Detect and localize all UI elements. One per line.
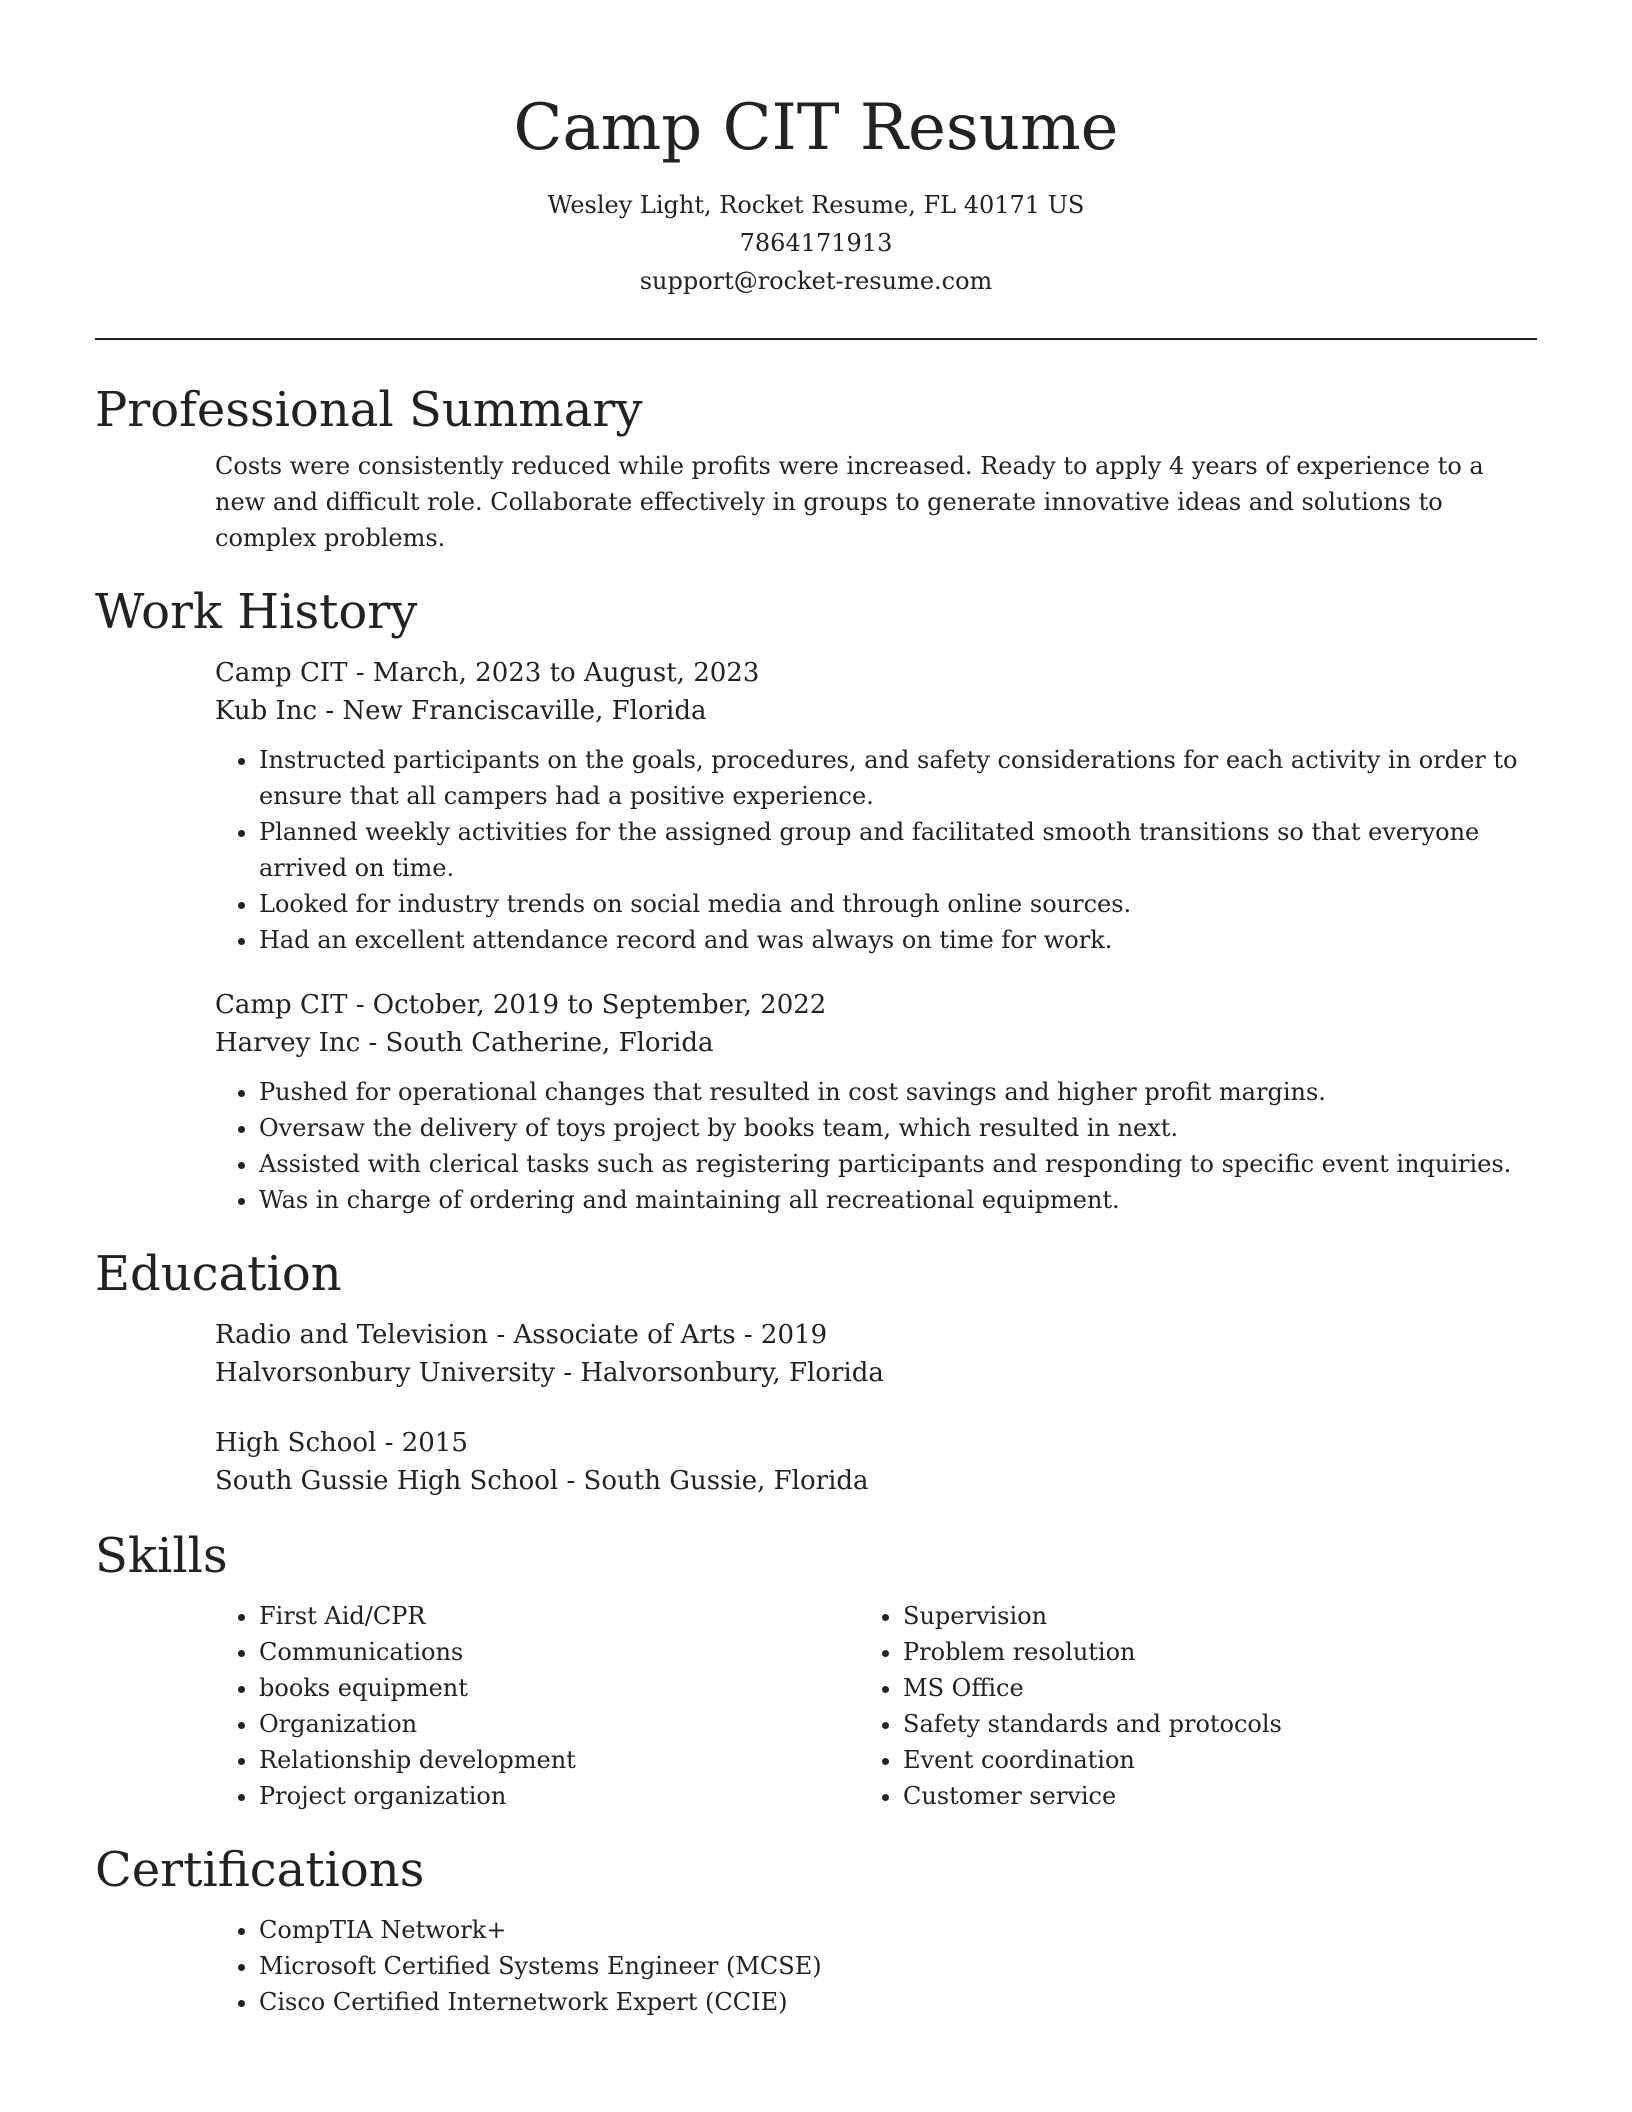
contact-block	[95, 186, 1537, 300]
school-line: South Gussie High School - South Gussie, Florida	[215, 1466, 869, 1496]
education-section	[95, 1244, 1537, 1500]
resume-title: Camp CIT Resume	[513, 91, 1119, 165]
skills-columns	[95, 1598, 1537, 1814]
skills-section	[95, 1526, 1537, 1814]
skills-heading: Skills	[95, 1528, 228, 1584]
skill-item: • Relationship development	[259, 1742, 859, 1778]
skill-item: • Event coordination	[903, 1742, 1503, 1778]
job-entry	[95, 986, 1537, 1218]
job-bullets	[215, 742, 1537, 958]
school-line: Halvorsonbury University - Halvorsonbury, Florida	[215, 1358, 884, 1388]
summary-heading: Professional Summary	[95, 382, 643, 438]
degree-line: Radio and Television - Associate of Arts - 2019	[215, 1320, 828, 1350]
job-bullet: • Was in charge of ordering and maintaining all recreational equipment.	[259, 1182, 1537, 1218]
skill-item: • Organization	[259, 1706, 859, 1742]
education-entry	[95, 1424, 1537, 1500]
certifications-heading: Certifications	[95, 1842, 425, 1898]
job-bullet: • Had an excellent attendance record and was always on time for work.	[259, 922, 1537, 958]
email-line: support@rocket-resume.com	[639, 267, 993, 295]
skills-list-left	[215, 1598, 859, 1814]
skill-item: • Communications	[259, 1634, 859, 1670]
job-title-line: Camp CIT - October, 2019 to September, 2022	[215, 990, 827, 1020]
skill-item: • books equipment	[259, 1670, 859, 1706]
job-bullet: • Pushed for operational changes that resulted in cost savings and higher profit margins.	[259, 1074, 1537, 1110]
summary-body	[95, 448, 1537, 556]
job-bullet: • Oversaw the delivery of toys project by books team, which resulted in next.	[259, 1110, 1537, 1146]
skill-item: • Problem resolution	[903, 1634, 1503, 1670]
summary-text: Costs were consistently reduced while profits were increased. Ready to apply 4 years of experience to a new and difficult role. Collaborate effectively in groups to generate innovative ideas and solutions to complex problems.	[215, 452, 1484, 552]
job-bullet: • Planned weekly activities for the assigned group and facilitated smooth transitions so that everyone arrived on time.	[259, 814, 1537, 886]
job-entry	[95, 654, 1537, 958]
skill-item: • MS Office	[903, 1670, 1503, 1706]
address-line: Wesley Light, Rocket Resume, FL 40171 US	[547, 191, 1085, 219]
degree-line: High School - 2015	[215, 1428, 468, 1458]
job-bullet: • Assisted with clerical tasks such as registering participants and responding to specific event inquiries.	[259, 1146, 1537, 1182]
certification-item: • Microsoft Certified Systems Engineer (MCSE)	[259, 1948, 1537, 1984]
job-bullet: • Instructed participants on the goals, procedures, and safety considerations for each activity in order to ensure that all campers had a positive experience.	[259, 742, 1537, 814]
skill-item: • First Aid/CPR	[259, 1598, 859, 1634]
skill-item: • Supervision	[903, 1598, 1503, 1634]
skill-item: • Safety standards and protocols	[903, 1706, 1503, 1742]
phone-line: 7864171913	[739, 229, 893, 257]
header-divider	[95, 338, 1537, 340]
job-company-line: Kub Inc - New Franciscaville, Florida	[215, 696, 707, 726]
job-company-line: Harvey Inc - South Catherine, Florida	[215, 1028, 714, 1058]
skill-item: • Project organization	[259, 1778, 859, 1814]
summary-section	[95, 380, 1537, 556]
skills-list-right	[859, 1598, 1503, 1814]
job-title-line: Camp CIT - March, 2023 to August, 2023	[215, 658, 760, 688]
certification-item: • CompTIA Network+	[259, 1912, 1537, 1948]
work-heading: Work History	[95, 584, 418, 640]
resume-header	[95, 0, 1537, 300]
certifications-list	[215, 1912, 1537, 2020]
certifications-section	[95, 1840, 1537, 2020]
work-section	[95, 582, 1537, 1218]
skill-item: • Customer service	[903, 1778, 1503, 1814]
job-bullets	[215, 1074, 1537, 1218]
education-entry	[95, 1316, 1537, 1392]
education-heading: Education	[95, 1246, 342, 1302]
job-bullet: • Looked for industry trends on social media and through online sources.	[259, 886, 1537, 922]
certification-item: • Cisco Certified Internetwork Expert (CCIE)	[259, 1984, 1537, 2020]
certifications-body	[95, 1912, 1537, 2020]
